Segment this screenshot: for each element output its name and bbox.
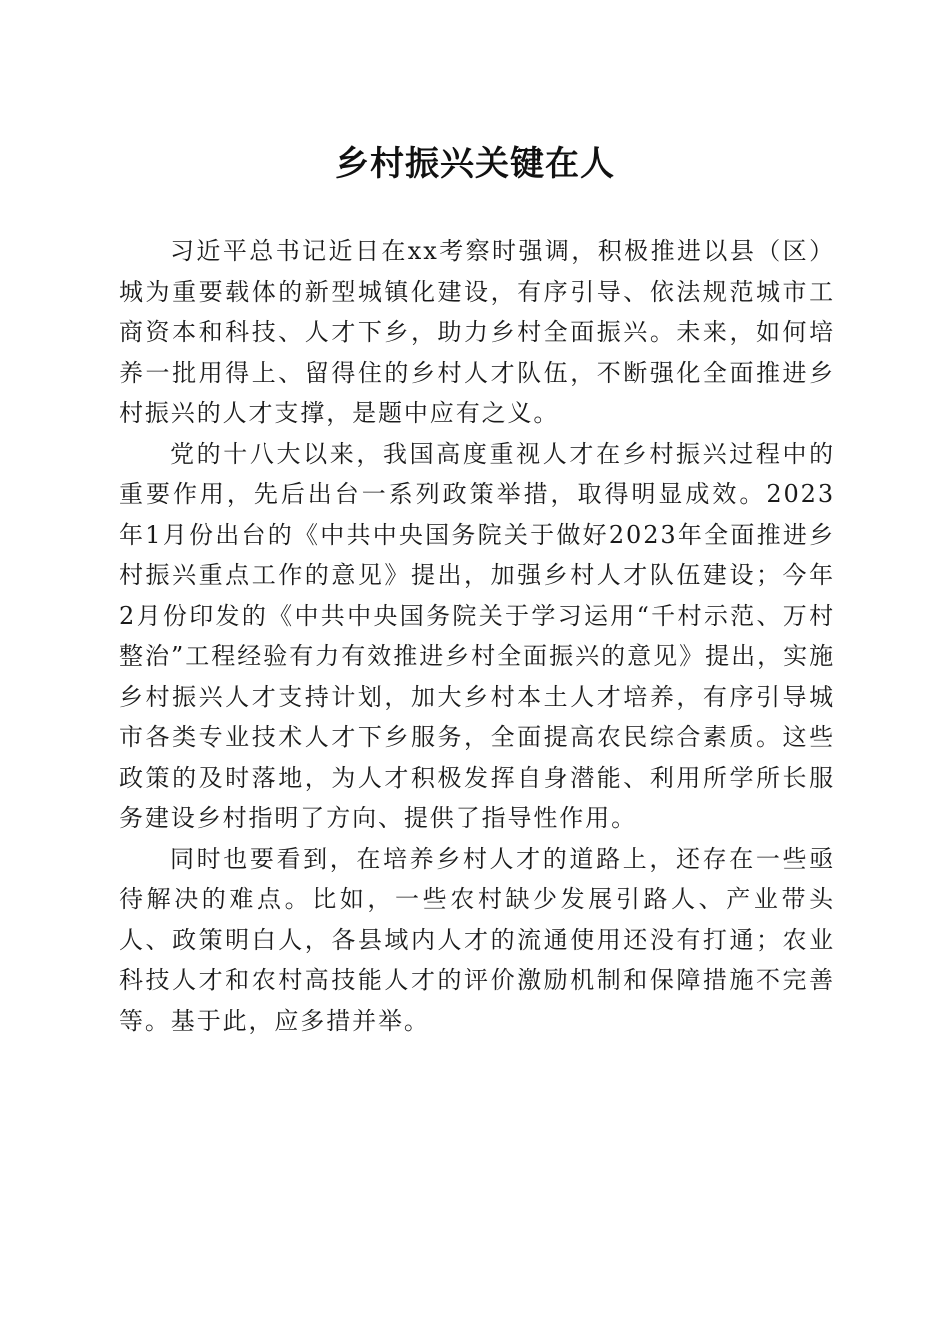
paragraph-2: 党的十八大以来，我国高度重视人才在乡村振兴过程中的重要作用，先后出台一系列政策举措，取得明显成效。2023年1月份出台的《中共中央国务院关于做好2023年全面推进乡村振兴重点工作的意见》提出，加强乡村人才队伍建设；今年2月份印发的《中共中央国务院关于学习运用“千村示范、万村整治”工程经验有力有效推进乡村全面振兴的意见》提出，实施乡村振兴人才支持计划，加大乡村本土人才培养，有序引导城市各类专业技术人才下乡服务，全面提高农民综合素质。这些政策的及时落地，为人才积极发挥自身潜能、利用所学所长服务建设乡村指明了方向、提供了指导性作用。 [119, 439, 835, 832]
paragraph-1: 习近平总书记近日在xx考察时强调，积极推进以县（区）城为重要载体的新型城镇化建设，有序引导、依法规范城市工商资本和科技、人才下乡，助力乡村全面振兴。未来，如何培养一批用得上、留得住的乡村人才队伍，不断强化全面推进乡村振兴的人才支撑，是题中应有之义。 [119, 237, 835, 427]
document-body [119, 231, 835, 1041]
paragraph-3: 同时也要看到，在培养乡村人才的道路上，还存在一些亟待解决的难点。比如，一些农村缺少发展引路人、产业带头人、政策明白人，各县域内人才的流通使用还没有打通；农业科技人才和农村高技能人才的评价激励机制和保障措施不完善等。基于此，应多措并举。 [119, 844, 835, 1035]
document-title: 乡村振兴关键在人 [335, 144, 615, 184]
